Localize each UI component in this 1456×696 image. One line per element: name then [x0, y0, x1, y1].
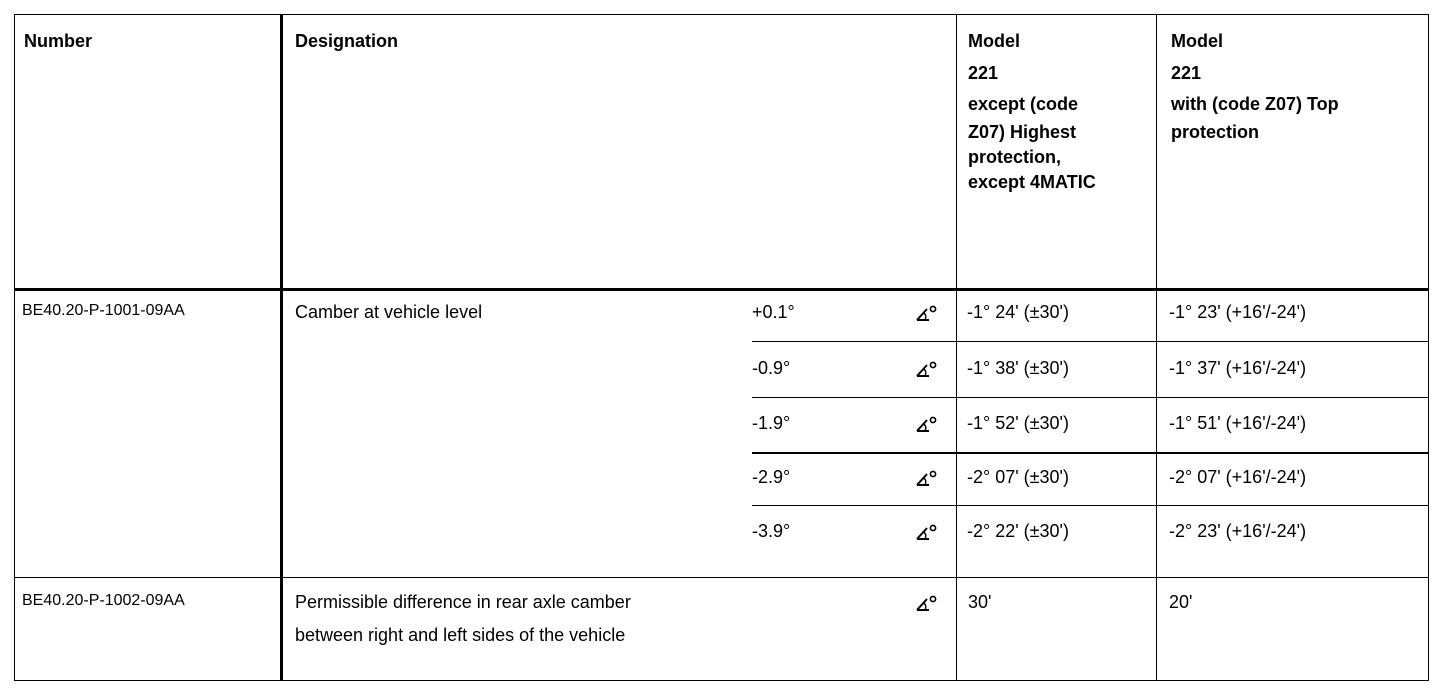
divider	[752, 341, 1429, 342]
header-model1-line: 221	[968, 63, 999, 83]
divider	[14, 577, 1429, 578]
divider	[280, 14, 283, 681]
level-value: -2.9°	[752, 467, 791, 487]
header-number: Number	[24, 31, 93, 51]
header-model1-line: protection,	[968, 147, 1061, 167]
model1-value: -1° 24' (±30')	[967, 302, 1069, 322]
row-designation-line: between right and left sides of the vehicle	[295, 625, 626, 645]
angle-degree-icon	[915, 360, 937, 378]
header-designation: Designation	[295, 31, 399, 51]
model1-value: -1° 38' (±30')	[967, 358, 1069, 378]
angle-degree-icon	[915, 469, 937, 487]
level-value: -3.9°	[752, 521, 791, 541]
row-number: BE40.20-P-1001-09AA	[22, 302, 185, 319]
model1-value: -2° 07' (±30')	[967, 467, 1069, 487]
header-model1-line: Z07) Highest	[968, 122, 1077, 142]
row-designation: Camber at vehicle level	[295, 302, 483, 322]
divider	[752, 505, 1429, 506]
level-value: -0.9°	[752, 358, 791, 378]
model1-value: 30'	[968, 592, 992, 612]
divider	[752, 452, 1429, 454]
divider	[1156, 14, 1157, 681]
level-value: -1.9°	[752, 413, 791, 433]
angle-degree-icon	[915, 523, 937, 541]
header-model2-line: 221	[1171, 63, 1202, 83]
header-model2-line: Model	[1171, 31, 1223, 51]
angle-degree-icon	[915, 415, 937, 433]
model2-value: -1° 37' (+16'/-24')	[1169, 358, 1307, 378]
header-model1-line: Model	[968, 31, 1020, 51]
model1-value: -1° 52' (±30')	[967, 413, 1069, 433]
row-designation-line: Permissible difference in rear axle camber	[295, 592, 631, 612]
model2-value: -2° 23' (+16'/-24')	[1169, 521, 1307, 541]
header-model2-line: with (code Z07) Top	[1171, 94, 1339, 114]
level-value: +0.1°	[752, 302, 795, 322]
model2-value: -2° 07' (+16'/-24')	[1169, 467, 1307, 487]
header-model1-line: except 4MATIC	[968, 172, 1096, 192]
header-model1-line: except (code	[968, 94, 1079, 114]
angle-degree-icon	[915, 304, 937, 322]
angle-degree-icon	[915, 594, 937, 612]
model2-value: 20'	[1169, 592, 1193, 612]
divider	[14, 288, 1429, 291]
model1-value: -2° 22' (±30')	[967, 521, 1069, 541]
divider	[956, 14, 957, 681]
model2-value: -1° 23' (+16'/-24')	[1169, 302, 1307, 322]
model2-value: -1° 51' (+16'/-24')	[1169, 413, 1307, 433]
header-model2-line: protection	[1171, 122, 1259, 142]
divider	[752, 397, 1429, 398]
row-number: BE40.20-P-1002-09AA	[22, 592, 185, 609]
